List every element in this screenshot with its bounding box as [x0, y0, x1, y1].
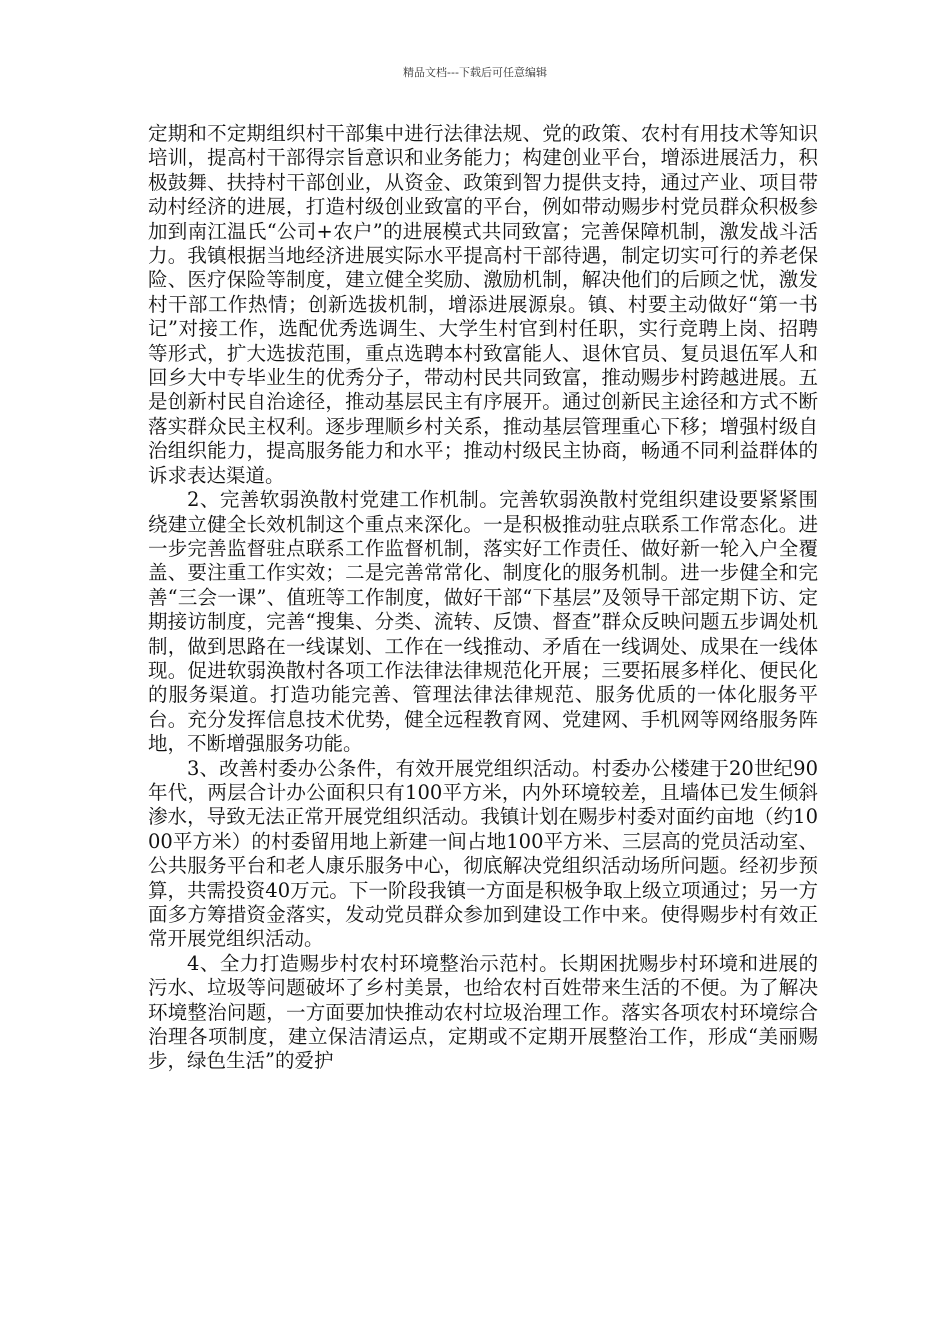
paragraph-2: 2、完善软弱涣散村党建工作机制。完善软弱涣散村党组织建设要紧紧围绕建立健全长效机制这个重点来深化。一是积极推动驻点联系工作常态化。进一步完善监督驻点联系工作监督机制，落实好工作责任、做好新一轮入户全覆盖、要注重工作实效；二是完善常常化、制度化的服务机制。进一步健全和完善“三会一课”、值班等工作制度，做好干部“下基层”及领导干部定期下访、定期接访制度，完善“搜集、分类、流转、反馈、督查”群众反映问题五步调处机制，做到思路在一线谋划、工作在一线推动、矛盾在一线调处、成果在一线体现。促进软弱涣散村各项工作法律法律规范化开展；三要拓展多样化、便民化的服务渠道。打造功能完善、管理法律法律规范、服务优质的一体化服务平台。充分发挥信息技术优势，健全远程教育网、党建网、手机网等网络服务阵地，不断增强服务功能。: [148, 488, 818, 756]
page-header: 精品文档---下载后可任意编辑: [403, 66, 547, 79]
paragraph-4: 4、全力打造赐步村农村环境整治示范村。长期困扰赐步村环境和进展的污水、垃圾等问题破坏了乡村美景，也给农村百姓带来生活的不便。为了解决环境整治问题，一方面要加快推动农村垃圾治理工作。落实各项农村环境综合治理各项制度，建立保洁清运点，定期或不定期开展整治工作，形成“美丽赐步，绿色生活”的爱护: [148, 951, 818, 1073]
paragraph-3: 3、改善村委办公条件，有效开展党组织活动。村委办公楼建于20世纪90年代，两层合计办公面积只有100平方米，内外环境较差，且墙体已发生倾斜渗水，导致无法正常开展党组织活动。我镇计划在赐步村委对面约亩地（约1000平方米）的村委留用地上新建一间占地100平方米、三层高的党员活动室、公共服务平台和老人康乐服务中心，彻底解决党组织活动场所问题。经初步预算，共需投资40万元。下一阶段我镇一方面是积极争取上级立项通过；另一方面多方筹措资金落实，发动党员群众参加到建设工作中来。使得赐步村有效正常开展党组织活动。: [148, 756, 818, 951]
paragraph-1: 定期和不定期组织村干部集中进行法律法规、党的政策、农村有用技术等知识培训，提高村干部得宗旨意识和业务能力；构建创业平台，增添进展活力，积极鼓舞、扶持村干部创业，从资金、政策到智力提供支持，通过产业、项目带动村经济的进展，打造村级创业致富的平台，例如带动赐步村党员群众积极参加到南江温氏“公司+农户”的进展模式共同致富；完善保障机制，激发战斗活力。我镇根据当地经济进展实际水平提高村干部待遇，制定切实可行的养老保险、医疗保险等制度，建立健全奖励、激励机制，解决他们的后顾之忧，激发村干部工作热情；创新选拔机制，增添进展源泉。镇、村要主动做好“第一书记”对接工作，选配优秀选调生、大学生村官到村任职，实行竞聘上岗、招聘等形式，扩大选拔范围，重点选聘本村致富能人、退休官员、复员退伍军人和回乡大中专毕业生的优秀分子，带动村民共同致富，推动赐步村跨越进展。五是创新村民自治途径，推动基层民主有序展开。通过创新民主途径和方式不断落实群众民主权利。逐步理顺乡村关系，推动基层管理重心下移；增强村级自治组织能力，提高服务能力和水平；推动村级民主协商，畅通不同利益群体的诉求表达渠道。: [148, 122, 818, 487]
document-body: [148, 122, 818, 1074]
